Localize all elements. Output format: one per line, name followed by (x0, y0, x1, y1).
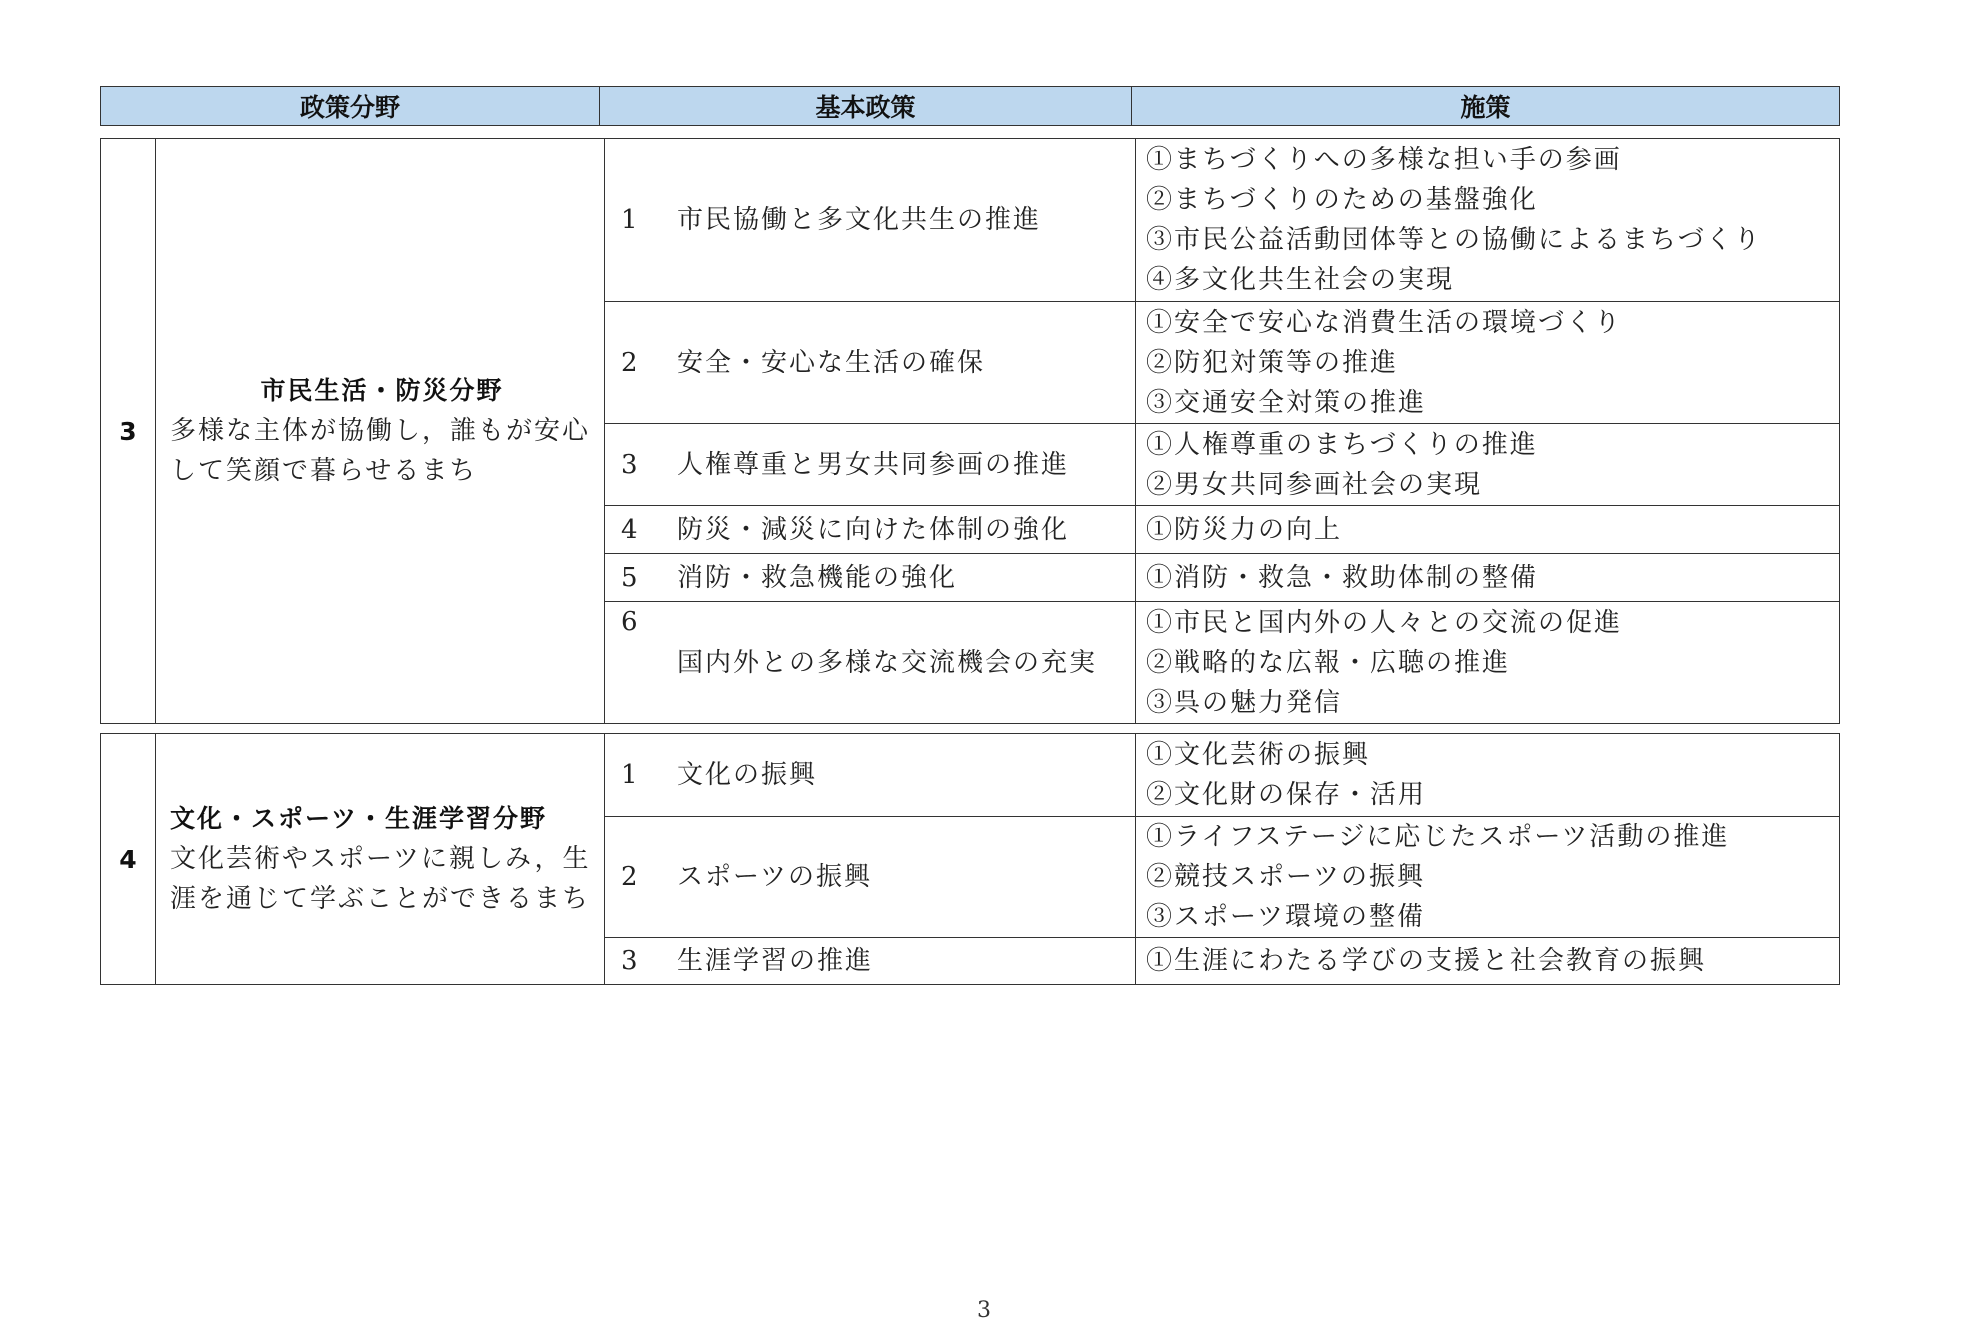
policy-number: 6 (621, 607, 640, 637)
measure-item: ②防犯対策等の推進 (1146, 347, 1399, 378)
header-basic-policy: 基本政策 (600, 87, 1132, 125)
measure-item: ①消防・救急・救助体制の整備 (1146, 562, 1539, 593)
page-number: 3 (977, 1298, 991, 1323)
policy-number: 4 (621, 514, 640, 545)
policy-text: 防災・減災に向けた体制の強化 (677, 514, 1070, 545)
policy-row (605, 139, 1839, 302)
policy-row (605, 424, 1839, 506)
policy-number: 2 (621, 862, 640, 892)
policy-row (605, 302, 1839, 424)
policy-number: 1 (621, 205, 640, 235)
policy-field (156, 734, 605, 984)
policy-text: 文化の振興 (677, 760, 818, 790)
measures-cell (1136, 602, 1839, 723)
measure-item: ③交通安全対策の推進 (1146, 387, 1427, 418)
policy-text: 人権尊重と男女共同参画の推進 (677, 449, 1070, 480)
policy-text: 生涯学習の推進 (677, 946, 874, 976)
measure-item: ①生涯にわたる学びの支援と社会教育の振興 (1146, 946, 1707, 976)
section-number: 4 (101, 734, 156, 984)
measures-cell (1136, 302, 1839, 423)
basic-policy (605, 506, 1136, 553)
header-measures: 施策 (1460, 93, 1511, 122)
basic-policy (605, 302, 1136, 423)
measure-item: ①ライフステージに応じたスポーツ活動の推進 (1146, 822, 1730, 852)
policy-row (605, 602, 1839, 723)
measures-cell (1136, 554, 1839, 601)
measure-item: ①防災力の向上 (1146, 514, 1343, 545)
basic-policy (605, 734, 1136, 816)
policy-field-description: 多様な主体が協働し，誰もが安心して笑顔で暮らせるまち (170, 416, 591, 486)
policy-rows (605, 139, 1839, 723)
policy-number: 3 (621, 449, 640, 480)
policy-row (605, 734, 1839, 817)
policy-row (605, 938, 1839, 984)
header-policy-field: 政策分野 (101, 87, 600, 125)
measure-item: ②競技スポーツの振興 (1146, 862, 1425, 892)
policy-text: スポーツの振興 (677, 862, 872, 892)
measure-item: ①安全で安心な消費生活の環境づくり (1146, 307, 1623, 338)
measures-cell (1136, 938, 1839, 984)
section-4 (100, 733, 1840, 985)
policy-field (156, 139, 605, 723)
policy-rows (605, 734, 1839, 984)
measure-item: ①文化芸術の振興 (1146, 740, 1371, 770)
basic-policy (605, 424, 1136, 505)
policy-field-description: 文化芸術やスポーツに親しみ，生涯を通じて学ぶことができるまち (170, 844, 591, 914)
policy-row (605, 817, 1839, 938)
basic-policy (605, 602, 1136, 723)
policy-field-title: 市民生活・防災分野 (260, 376, 504, 405)
measure-item: ③呉の魅力発信 (1146, 687, 1343, 718)
policy-text: 市民協働と多文化共生の推進 (677, 205, 1042, 235)
table-header (100, 86, 1840, 126)
basic-policy (605, 554, 1136, 601)
measure-item: ②文化財の保存・活用 (1146, 780, 1427, 810)
basic-policy (605, 817, 1136, 937)
policy-number: 2 (621, 347, 640, 378)
measures-cell (1136, 506, 1839, 553)
policy-number: 5 (621, 562, 640, 593)
measure-item: ②男女共同参画社会の実現 (1146, 469, 1483, 500)
measure-item: ②まちづくりのための基盤強化 (1146, 185, 1538, 215)
section-3 (100, 138, 1840, 724)
measure-item: ①人権尊重のまちづくりの推進 (1146, 429, 1538, 460)
policy-number: 1 (621, 760, 640, 790)
section-number: 3 (101, 139, 156, 723)
measures-cell (1136, 734, 1839, 816)
measures-cell (1136, 139, 1839, 301)
measure-item: ③スポーツ環境の整備 (1146, 902, 1425, 932)
measures-cell (1136, 817, 1839, 937)
policy-text: 消防・救急機能の強化 (677, 562, 958, 593)
policy-field-title: 文化・スポーツ・生涯学習分野 (170, 804, 548, 833)
policy-text: 安全・安心な生活の確保 (677, 347, 986, 378)
policy-number: 3 (621, 946, 640, 976)
measure-item: ④多文化共生社会の実現 (1146, 265, 1455, 295)
policy-text: 国内外との多様な交流機会の充実 (677, 647, 1098, 678)
measure-item: ③市民公益活動団体等との協働によるまちづくり (1146, 225, 1762, 255)
measure-item: ②戦略的な広報・広聴の推進 (1146, 647, 1511, 678)
policy-row (605, 554, 1839, 602)
measure-item: ①市民と国内外の人々との交流の促進 (1146, 607, 1623, 638)
basic-policy (605, 938, 1136, 984)
measure-item: ①まちづくりへの多様な担い手の参画 (1146, 145, 1622, 175)
basic-policy (605, 139, 1136, 301)
policy-row (605, 506, 1839, 554)
measures-cell (1136, 424, 1839, 505)
